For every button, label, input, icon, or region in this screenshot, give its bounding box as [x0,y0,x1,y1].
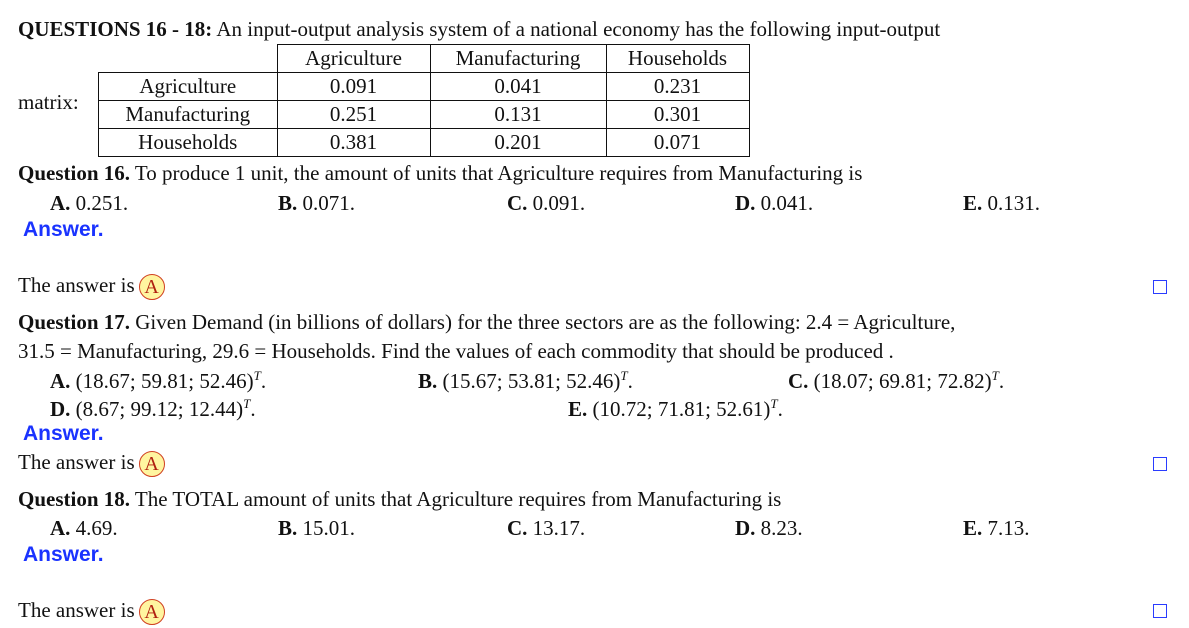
q16-option-d[interactable]: D. 0.041. [735,191,814,215]
q17-answer-line: The answer is A [18,450,165,477]
question-text: Given Demand (in billions of dollars) for the three sectors are as the following: 2.4 = Agriculture, [135,310,956,334]
matrix-col-header: Agriculture [277,45,430,73]
matrix-row [99,101,750,129]
intro-line [18,17,940,42]
matrix-cell: 0.301 [606,101,749,129]
q16-option-e[interactable]: E. 0.131. [963,191,1041,215]
q17-option-e[interactable]: E. (10.72; 71.81; 52.61)$^T$. [568,396,783,421]
q17-option-c[interactable]: C. (18.07; 69.81; 72.82)$^T$. [788,368,1005,393]
question-text: To produce 1 unit, the amount of units that Agriculture requires from Manufacturing is [134,161,863,185]
matrix-row-header: Agriculture [99,73,278,101]
q18-answer-line: The answer is A [18,598,165,625]
q18-option-b[interactable]: B. 15.01. [278,516,356,540]
q16-option-b[interactable]: B. 0.071. [278,191,356,215]
matrix-row-header: Households [99,129,278,157]
q17-option-b[interactable]: B. (15.67; 53.81; 52.46)$^T$. [418,368,633,393]
matrix-row [99,73,750,101]
matrix-cell: 0.091 [277,73,430,101]
question-number: Question 16. [18,161,131,185]
q17-option-a[interactable]: A. (18.67; 59.81; 52.46)$^T$. [50,368,267,393]
matrix-cell: 0.381 [277,129,430,157]
q16-option-a[interactable]: A. 0.251. [50,191,129,215]
matrix-cell: 0.071 [606,129,749,157]
checkbox-icon[interactable] [1153,457,1167,471]
matrix-cell: 0.041 [430,73,606,101]
matrix-cell: 0.231 [606,73,749,101]
answer-heading: Answer. [23,422,104,445]
q17-option-d[interactable]: D. (8.67; 99.12; 12.44)$^T$. [50,396,256,421]
matrix-corner [99,45,278,73]
matrix-label: matrix: [18,90,79,114]
matrix-cell: 0.251 [277,101,430,129]
q18-option-a[interactable]: A. 4.69. [50,516,118,540]
question-number: Question 18. [18,487,131,511]
matrix-col-header: Manufacturing [430,45,606,73]
q18-option-e[interactable]: E. 7.13. [963,516,1030,540]
q16-option-c[interactable]: C. 0.091. [507,191,586,215]
q18-option-d[interactable]: D. 8.23. [735,516,803,540]
matrix-cell: 0.201 [430,129,606,157]
question-text: The TOTAL amount of units that Agriculture requires from Manufacturing is [134,487,782,511]
question-16-stem [18,161,862,186]
answer-circle: A [139,451,165,477]
matrix-row [99,129,750,157]
checkbox-icon[interactable] [1153,604,1167,618]
question-17-stem [18,310,955,335]
q18-option-c[interactable]: C. 13.17. [507,516,586,540]
question-17-line2: 31.5 = Manufacturing, 29.6 = Households. Find the values of each commodity that should be produced . [18,339,894,363]
matrix-row-header: Manufacturing [99,101,278,129]
intro-text: An input-output analysis system of a national economy has the following input-output [216,17,941,41]
question-18-stem [18,487,781,512]
q16-answer-line: The answer is A [18,273,165,300]
intro-lead: QUESTIONS 16 - 18: [18,17,213,41]
question-number: Question 17. [18,310,131,334]
matrix-header-row [99,45,750,73]
answer-heading: Answer. [23,543,104,566]
answer-circle: A [139,274,165,300]
matrix-cell: 0.131 [430,101,606,129]
answer-circle: A [139,599,165,625]
input-output-matrix [98,44,750,157]
answer-heading: Answer. [23,218,104,241]
matrix-col-header: Households [606,45,749,73]
checkbox-icon[interactable] [1153,280,1167,294]
